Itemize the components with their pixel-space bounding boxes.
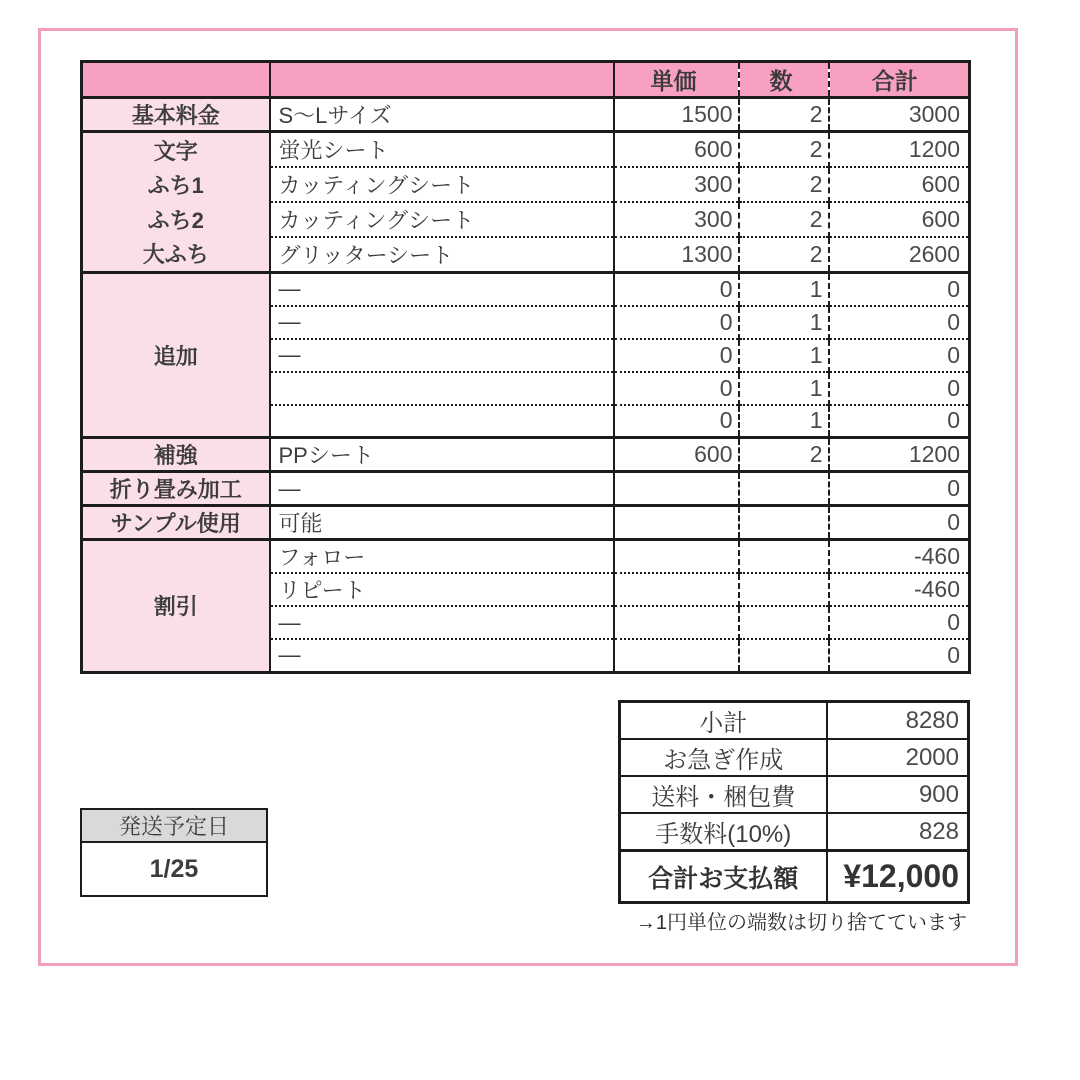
- cell-quantity: 1: [739, 372, 829, 405]
- cell-desc: —: [270, 639, 614, 672]
- cell-desc: —: [270, 273, 614, 306]
- table-row: [82, 472, 970, 506]
- cell-desc: カッティングシート: [270, 167, 614, 202]
- cell-total: 2600: [829, 237, 970, 273]
- cell-desc: 蛍光シート: [270, 132, 614, 168]
- cell-quantity: [739, 573, 829, 606]
- subtotal-label: 小計: [620, 702, 827, 740]
- grand-total-row: [620, 851, 969, 903]
- summary-table: [618, 700, 970, 904]
- shipping-fee-label: 送料・梱包費: [620, 776, 827, 813]
- header-unit-price: 単価: [614, 62, 739, 98]
- cell-unit-price: [614, 540, 739, 574]
- row-label-oofuchi: 大ふち: [142, 242, 209, 268]
- stacked-labels: [83, 133, 269, 271]
- table-row: [82, 273, 970, 306]
- cell-total: 0: [829, 472, 970, 506]
- cell-desc: —: [270, 606, 614, 639]
- cell-total: 600: [829, 202, 970, 237]
- cell-total: 0: [829, 405, 970, 438]
- cell-desc: フォロー: [270, 540, 614, 574]
- cell-desc: リピート: [270, 573, 614, 606]
- row-label-discount: 割引: [82, 540, 270, 673]
- row-label-folding: 折り畳み加工: [82, 472, 270, 506]
- cell-total: 600: [829, 167, 970, 202]
- shipping-date-box: [80, 808, 268, 897]
- cell-desc: グリッターシート: [270, 237, 614, 273]
- cell-unit-price: 0: [614, 339, 739, 372]
- shipping-date-label: 発送予定日: [81, 809, 267, 842]
- cell-unit-price: [614, 573, 739, 606]
- grand-total-label: 合計お支払額: [620, 851, 827, 903]
- cell-unit-price: 0: [614, 306, 739, 339]
- cell-quantity: 2: [739, 438, 829, 472]
- cell-desc: 可能: [270, 506, 614, 540]
- cell-desc: —: [270, 306, 614, 339]
- row-label-reinforce: 補強: [82, 438, 270, 472]
- cell-quantity: [739, 639, 829, 672]
- cell-total: -460: [829, 540, 970, 574]
- cell-quantity: [739, 506, 829, 540]
- cell-quantity: 1: [739, 339, 829, 372]
- cell-desc: —: [270, 472, 614, 506]
- cell-unit-price: 0: [614, 372, 739, 405]
- row-label-sample-use: サンプル使用: [82, 506, 270, 540]
- cell-total: 0: [829, 639, 970, 672]
- cell-desc: PPシート: [270, 438, 614, 472]
- cell-quantity: 2: [739, 98, 829, 132]
- cell-unit-price: [614, 639, 739, 672]
- shipping-date-value: 1/25: [81, 842, 267, 896]
- cell-unit-price: 0: [614, 273, 739, 306]
- cell-unit-price: 0: [614, 405, 739, 438]
- table-row: [82, 98, 970, 132]
- table-row: [82, 540, 970, 574]
- cell-quantity: 1: [739, 405, 829, 438]
- cell-unit-price: [614, 506, 739, 540]
- commission-label: 手数料(10%): [620, 813, 827, 851]
- shipping-fee-value: 900: [827, 776, 969, 813]
- rush-fee-value: 2000: [827, 739, 969, 776]
- cell-total: -460: [829, 573, 970, 606]
- rush-fee-label: お急ぎ作成: [620, 739, 827, 776]
- cell-desc: —: [270, 339, 614, 372]
- cell-unit-price: 600: [614, 132, 739, 168]
- summary-row: [620, 702, 969, 740]
- row-label-addition: 追加: [82, 273, 270, 438]
- header-blank-label: [82, 62, 270, 98]
- subtotal-value: 8280: [827, 702, 969, 740]
- row-label-base-fee: 基本料金: [82, 98, 270, 132]
- cell-quantity: [739, 472, 829, 506]
- cell-unit-price: 1300: [614, 237, 739, 273]
- cell-quantity: 1: [739, 273, 829, 306]
- cell-total: 3000: [829, 98, 970, 132]
- table-row: [82, 506, 970, 540]
- rounding-note: →1円単位の端数は切り捨てています: [635, 912, 967, 934]
- table-row: [82, 132, 970, 168]
- cell-quantity: 2: [739, 202, 829, 237]
- cell-total: 0: [829, 506, 970, 540]
- cell-total: 1200: [829, 438, 970, 472]
- cell-unit-price: 300: [614, 167, 739, 202]
- cell-quantity: 2: [739, 237, 829, 273]
- shipping-date-header-row: [81, 809, 267, 842]
- price-table: [80, 60, 971, 674]
- cell-unit-price: 600: [614, 438, 739, 472]
- grand-total-value: ¥12,000: [827, 851, 969, 903]
- cell-unit-price: [614, 472, 739, 506]
- row-label-fuchi2: ふち2: [147, 207, 204, 233]
- commission-value: 828: [827, 813, 969, 851]
- cell-desc: カッティングシート: [270, 202, 614, 237]
- summary-row: [620, 813, 969, 851]
- cell-desc: S〜Lサイズ: [270, 98, 614, 132]
- cell-desc: [270, 405, 614, 438]
- cell-quantity: 1: [739, 306, 829, 339]
- cell-unit-price: [614, 606, 739, 639]
- header-row: [82, 62, 970, 98]
- cell-quantity: [739, 606, 829, 639]
- cell-total: 0: [829, 372, 970, 405]
- cell-unit-price: 300: [614, 202, 739, 237]
- shipping-date-value-row: [81, 842, 267, 896]
- cell-quantity: [739, 540, 829, 574]
- row-label-fuchi1: ふち1: [147, 173, 204, 199]
- header-quantity: 数: [739, 62, 829, 98]
- summary-row: [620, 739, 969, 776]
- cell-unit-price: 1500: [614, 98, 739, 132]
- cell-quantity: 2: [739, 132, 829, 168]
- header-total: 合計: [829, 62, 970, 98]
- cell-total: 0: [829, 606, 970, 639]
- cell-quantity: 2: [739, 167, 829, 202]
- cell-total: 1200: [829, 132, 970, 168]
- cell-total: 0: [829, 273, 970, 306]
- cell-total: 0: [829, 306, 970, 339]
- cell-desc: [270, 372, 614, 405]
- summary-row: [620, 776, 969, 813]
- row-label-text-group: [82, 132, 270, 273]
- cell-total: 0: [829, 339, 970, 372]
- table-row: [82, 438, 970, 472]
- row-label-moji: 文字: [153, 138, 198, 164]
- header-blank-desc: [270, 62, 614, 98]
